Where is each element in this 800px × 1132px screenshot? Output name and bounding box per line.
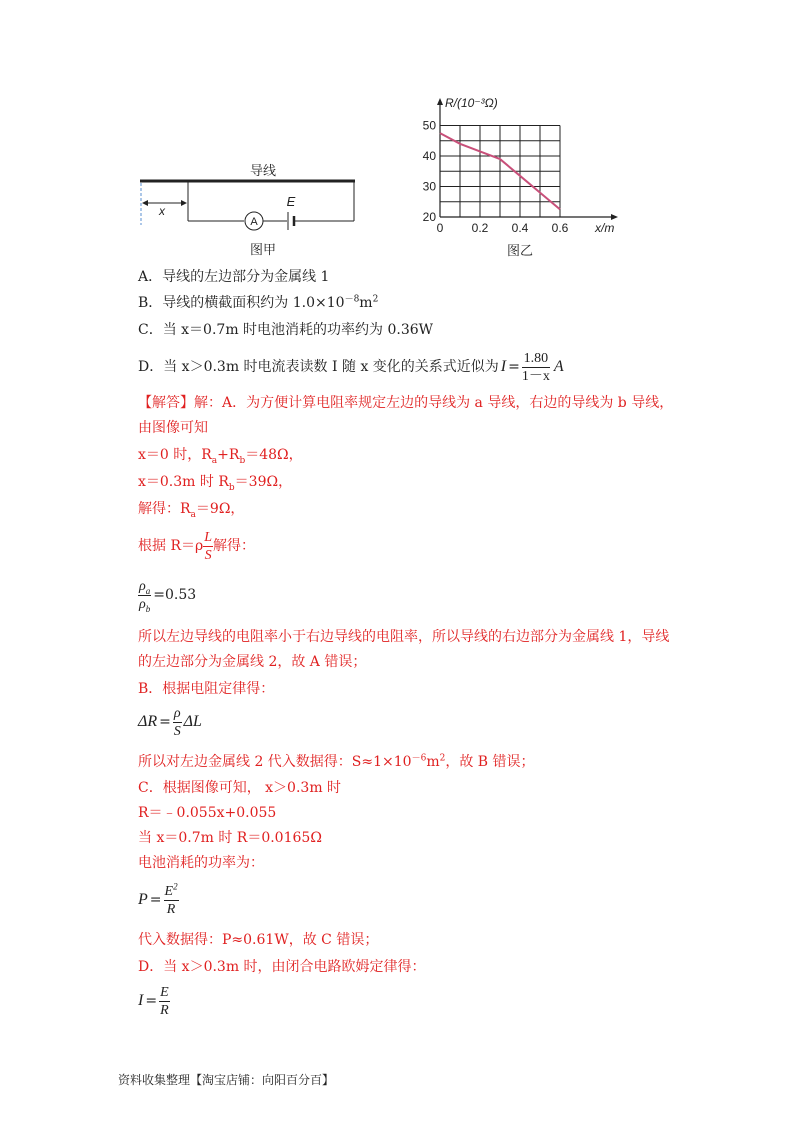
P-eq: =: [149, 892, 162, 908]
P-num: [164, 880, 179, 901]
line10-post: ，故 B 错误；: [445, 754, 535, 770]
solution-line-1-text: 解：A．为方便计算电阻率规定左边的导线为 a 导线，右边的导线为 b 导线，: [194, 395, 674, 411]
dR-rhs: ΔL: [183, 713, 202, 730]
solution-line-5: [138, 499, 244, 519]
option-d-eq: =: [508, 359, 520, 375]
solution-line-4: [138, 472, 292, 492]
solution-line-11: C．根据图像可知， x＞0.3m 时: [138, 780, 342, 796]
resistance-law-formula: [138, 702, 202, 742]
dR-den: S: [173, 723, 181, 739]
option-b-text: B．导线的横截面积约为 1.0×10: [138, 295, 345, 311]
circuit-diagram: [130, 155, 370, 265]
option-b-unit: m: [359, 295, 373, 311]
line6-fraction: [203, 529, 213, 564]
line3-sub-b: b: [239, 455, 246, 466]
line6-num: L: [204, 529, 213, 545]
chart-xlabel: x/m: [595, 221, 615, 235]
line4-sub: b: [228, 482, 235, 493]
line3-text: x＝0 时，R: [138, 447, 212, 463]
chart-x-tick-label: 0.4: [511, 221, 529, 235]
chart-x-tick-label: 0.6: [551, 221, 569, 235]
ammeter-label: A: [250, 216, 258, 228]
option-d-fraction: [522, 350, 550, 385]
dR-fraction: [173, 705, 182, 740]
wire-label: 导线: [249, 163, 277, 178]
I-lhs: I: [138, 992, 144, 1009]
solution-line-14: 电池消耗的功率为：: [138, 855, 264, 871]
solution-line-9: B．根据电阻定律得：: [138, 681, 275, 697]
P-num-exp: 2: [173, 880, 178, 891]
chart-y-tick-label: 20: [422, 210, 436, 224]
x-label: x: [159, 204, 165, 218]
ratio-den: [138, 596, 151, 613]
option-c: C．当 x＝0.7m 时电池消耗的功率约为 0.36W: [138, 322, 434, 338]
dR-eq: =: [159, 714, 171, 730]
solution-line-6: [138, 526, 255, 566]
line5-text: 解得：R: [138, 501, 191, 517]
ratio-den-rho: ρ: [139, 596, 146, 612]
solution-tag: 【解答】: [138, 395, 194, 411]
I-eq: =: [145, 993, 158, 1009]
line6-text: 根据 R＝ρ: [138, 538, 204, 554]
chart-y-tick-label: 30: [422, 179, 436, 194]
line5-post: ＝9Ω，: [195, 501, 245, 517]
option-d-text: D．当 x＞0.3m 时电流表读数 I 随 x 变化的关系式近似为: [138, 359, 499, 375]
line3-sub-a: a: [211, 455, 218, 466]
ratio-num: [138, 578, 151, 596]
ratio-num-sub: a: [145, 585, 151, 596]
figure-a-caption: 图甲: [249, 242, 277, 257]
option-d-I: I: [500, 358, 507, 375]
option-b: [138, 293, 378, 313]
emf-label: E: [286, 194, 296, 209]
P-num-E: E: [164, 883, 174, 899]
line4-post: ＝39Ω，: [234, 474, 293, 490]
ratio-num-rho: ρ: [139, 578, 146, 594]
ohm-law-formula: [138, 980, 170, 1022]
line5-sub: a: [190, 509, 196, 520]
option-d-den: 1－x: [521, 368, 550, 384]
x-arrow-head-right: [181, 200, 187, 206]
resistance-chart: [415, 92, 625, 262]
solution-line-10: [138, 752, 535, 772]
power-formula: [138, 878, 179, 922]
P-den: R: [166, 901, 176, 917]
solution-line-16: D．当 x＞0.3m 时，由闭合电路欧姆定律得：: [138, 959, 426, 975]
I-num: E: [160, 984, 169, 1000]
option-d-unit: A: [553, 358, 564, 375]
solution-line-1: [138, 393, 673, 413]
footer-note: 资料收集整理【淘宝店铺：向阳百分百】: [118, 1073, 335, 1087]
line3-plus: +R: [217, 447, 240, 463]
line10-text: 所以对左边金属线 2 代入数据得：S≈1×10: [138, 754, 412, 770]
P-fraction: [164, 880, 179, 918]
line10-exp: －6: [411, 753, 427, 764]
solution-line-15: 代入数据得：P≈0.61W，故 C 错误；: [138, 932, 379, 948]
P-lhs: P: [138, 891, 148, 908]
ratio-den-sub: b: [145, 603, 151, 614]
chart-x-axis-arrow: [611, 214, 618, 220]
option-a: A．导线的左边部分为金属线 1: [138, 269, 330, 285]
line3-post: ＝48Ω，: [245, 447, 303, 463]
solution-line-2: 由图像可知: [138, 420, 208, 436]
figure-b-caption: 图乙: [506, 243, 534, 258]
x-arrow-head-left: [142, 200, 148, 206]
ratio-formula: [138, 574, 196, 616]
chart-x-tick-label: 0.2: [471, 221, 489, 235]
I-den: R: [160, 1002, 169, 1018]
line10-exp2: 2: [439, 753, 446, 764]
line10-unit: m: [426, 754, 440, 770]
solution-line-8: 的左边部分为金属线 2，故 A 错误；: [138, 654, 367, 670]
ratio-fraction: [138, 578, 151, 613]
chart-y-tick-label: 40: [422, 149, 436, 163]
chart-ylabel: R/(10⁻³Ω): [445, 96, 498, 110]
line6-post: 解得：: [213, 538, 256, 554]
option-b-exp: －8: [344, 294, 360, 305]
line4-text: x＝0.3m 时 R: [138, 474, 229, 490]
chart-x-tick-label: 0: [436, 221, 444, 235]
solution-line-3: [138, 445, 303, 465]
I-fraction: [159, 984, 170, 1019]
line6-den: S: [204, 547, 212, 563]
solution-line-12: R＝﹣0.055x+0.055: [138, 805, 277, 821]
chart-y-axis-arrow: [437, 98, 443, 105]
option-b-unit-exp: 2: [372, 294, 379, 305]
option-d-num: 1.80: [523, 350, 549, 366]
solution-line-7: 所以左边导线的电阻率小于右边导线的电阻率，所以导线的右边部分为金属线 1，导线: [138, 629, 670, 645]
dR-lhs: ΔR: [138, 713, 158, 730]
dR-num: ρ: [173, 705, 181, 721]
chart-y-tick-label: 50: [422, 118, 436, 133]
solution-line-13: 当 x＝0.7m 时 R＝0.0165Ω: [138, 830, 322, 846]
ratio-value: =0.53: [153, 587, 197, 603]
option-d: [138, 347, 564, 387]
